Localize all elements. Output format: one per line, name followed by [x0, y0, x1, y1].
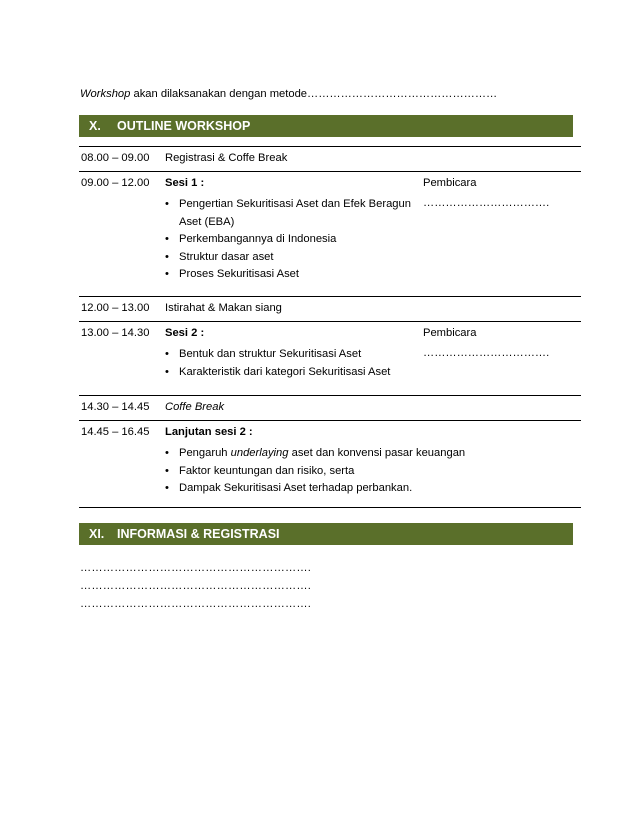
table-rule: [79, 296, 581, 297]
row-activity: Registrasi & Coffe Break: [165, 152, 288, 164]
section-xi-header: [79, 523, 573, 545]
intro-text: [80, 88, 497, 100]
list-item: • Perkembangannya di Indonesia: [165, 231, 411, 249]
table-rule: [79, 420, 581, 421]
list-item: • Pengertian Sekuritisasi Aset dan Efek Beragun: [165, 196, 411, 214]
session-1-topics: [165, 196, 411, 284]
section-xi-title: INFORMASI & REGISTRASI: [117, 527, 280, 541]
row-time: 14.30 – 14.45: [81, 401, 150, 413]
list-item-italic: underlaying: [230, 447, 289, 459]
list-item: • Struktur dasar aset: [165, 249, 411, 267]
session-2-topics: [165, 346, 390, 381]
list-item-text: Pengaruh: [179, 447, 231, 459]
intro-italic: Workshop: [80, 88, 131, 100]
list-item: [165, 445, 465, 463]
list-item: • Faktor keuntungan dan risiko, serta: [165, 463, 465, 481]
table-rule: [79, 395, 581, 396]
row-time: 08.00 – 09.00: [81, 152, 150, 164]
table-rule: [79, 171, 581, 172]
row-activity: Coffe Break: [165, 401, 225, 413]
row-activity: Sesi 1 :: [165, 177, 205, 189]
info-line: …………………………………………………….: [80, 598, 312, 610]
list-item: • Karakteristik dari kategori Sekuritisasi Aset: [165, 364, 390, 382]
section-x-header: [79, 115, 573, 137]
list-item: • Proses Sekuritisasi Aset: [165, 266, 411, 284]
info-line: …………………………………………………….: [80, 562, 312, 574]
row-speaker-label: Pembicara: [423, 327, 477, 339]
info-line: …………………………………………………….: [80, 580, 312, 592]
section-x-number: X.: [89, 119, 101, 133]
row-activity: Lanjutan sesi 2 :: [165, 426, 253, 438]
row-time: 14.45 – 16.45: [81, 426, 150, 438]
list-item-text: Aset (EBA): [179, 215, 235, 228]
row-activity: Sesi 2 :: [165, 327, 205, 339]
session-2-continued-topics: [165, 445, 465, 498]
list-item-text: aset dan konvensi pasar keuangan: [288, 447, 466, 459]
row-speaker-value: …………………………….: [423, 197, 550, 209]
row-time: 12.00 – 13.00: [81, 302, 150, 314]
list-item: • Bentuk dan struktur Sekuritisasi Aset: [165, 346, 390, 364]
row-activity: Istirahat & Makan siang: [165, 302, 282, 314]
list-item-continuation: [165, 214, 411, 232]
table-rule-top: [79, 146, 581, 147]
intro-rest: akan dilaksanakan dengan metode……………………………………………: [130, 88, 498, 100]
list-item: • Dampak Sekuritisasi Aset terhadap perbankan.: [165, 480, 465, 498]
row-time: 09.00 – 12.00: [81, 177, 150, 189]
section-x-title: OUTLINE WORKSHOP: [117, 119, 251, 133]
row-speaker-label: Pembicara: [423, 177, 477, 189]
row-time: 13.00 – 14.30: [81, 327, 150, 339]
section-xi-number: XI.: [89, 527, 105, 541]
table-rule-bottom: [79, 507, 581, 508]
row-speaker-value: …………………………….: [423, 347, 550, 359]
table-rule: [79, 321, 581, 322]
